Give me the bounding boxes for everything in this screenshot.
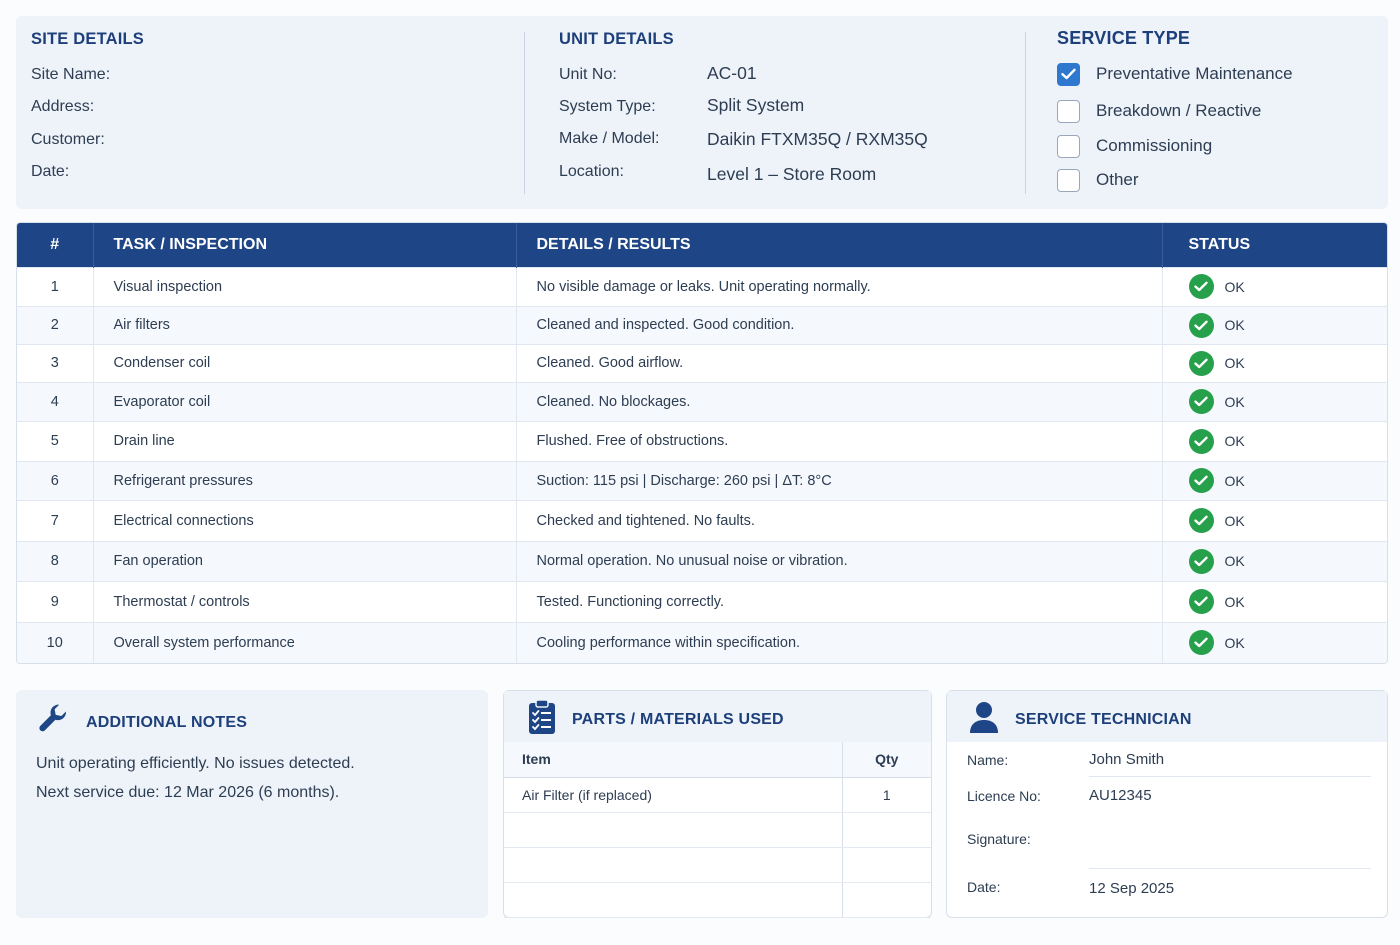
checkbox-empty-icon[interactable] [1057,135,1080,158]
address-label: Address: [31,98,95,115]
location-value: Level 1 – Store Room [707,164,877,184]
part-item[interactable]: Air Filter (if replaced) [504,777,842,812]
service-type-section [1057,16,1377,209]
service-option-label: Commissioning [1096,136,1213,155]
parts-row [504,882,931,917]
task-status [1162,541,1388,581]
location-label: Location: [559,163,624,180]
task-status [1162,622,1388,663]
name-underline [1089,776,1371,777]
part-qty[interactable] [842,812,931,847]
check-circle-icon [1189,274,1214,299]
checkbox-checked-icon[interactable] [1057,63,1080,86]
check-circle-icon [1189,389,1214,414]
status-label: OK [1224,634,1245,651]
parts-row [504,847,931,882]
part-item[interactable] [504,847,842,882]
divider [524,32,525,194]
table-row [17,581,1388,622]
task-number: 10 [17,622,93,663]
service-option-breakdown[interactable] [1057,98,1261,124]
task-status [1162,581,1388,622]
part-qty[interactable]: 1 [842,777,931,812]
table-header-row [17,223,1388,267]
task-details: Cleaned and inspected. Good condition. [516,306,1162,344]
task-status [1162,382,1388,421]
person-icon [969,701,999,738]
parts-column-item: Item [504,742,842,777]
service-technician-panel [946,690,1388,918]
signature-label: Signature: [967,831,1031,847]
technician-name-value[interactable]: John Smith [1089,751,1165,768]
status-label: OK [1224,512,1245,529]
wrench-icon [36,703,70,742]
part-item[interactable] [504,812,842,847]
task-name: Condenser coil [93,344,516,382]
technician-header [969,701,1192,738]
technician-title: SERVICE TECHNICIAN [1015,710,1192,728]
task-name: Evaporator coil [93,382,516,421]
system-type-label: System Type: [559,98,656,115]
service-option-label: Preventative Maintenance [1096,64,1293,83]
table-row [17,306,1388,344]
notes-title: ADDITIONAL NOTES [86,713,248,731]
additional-notes-panel [16,690,488,918]
parts-title: PARTS / MATERIALS USED [572,710,784,728]
unit-no-value: AC-01 [707,63,757,83]
check-circle-icon [1189,468,1214,493]
date-label: Date: [967,879,1001,895]
task-table [17,223,1388,663]
parts-column-qty: Qty [842,742,931,777]
parts-table [504,742,931,918]
column-header-details: DETAILS / RESULTS [516,223,1162,267]
licence-value[interactable]: AU12345 [1089,787,1152,804]
notes-line: Unit operating efficiently. No issues detected. [36,755,355,772]
table-row [17,622,1388,663]
task-details: Cooling performance within specification. [516,622,1162,663]
column-header-number: # [17,223,93,267]
task-details: Tested. Functioning correctly. [516,581,1162,622]
unit-details-section [559,16,1009,209]
details-panel [16,16,1388,209]
technician-date-value[interactable]: 12 Sep 2025 [1089,880,1175,897]
task-details: Suction: 115 psi | Discharge: 260 psi | ΔT: 8°C [516,461,1162,500]
status-label: OK [1224,393,1245,410]
clipboard-checklist-icon [528,699,556,740]
column-header-status: STATUS [1162,223,1388,267]
parts-header-row [504,742,931,777]
status-label: OK [1224,553,1245,569]
check-circle-icon [1189,589,1214,614]
service-option-label: Breakdown / Reactive [1096,101,1262,120]
part-item[interactable] [504,882,842,917]
parts-row [504,812,931,847]
task-name: Air filters [93,306,516,344]
task-details: Cleaned. Good airflow. [516,344,1162,382]
task-number: 6 [17,461,93,500]
system-type-value: Split System [707,95,805,115]
check-circle-icon [1189,429,1214,454]
signature-line [1089,868,1371,869]
task-number: 1 [17,267,93,306]
parts-materials-panel [503,690,932,918]
make-model-label: Make / Model: [559,130,660,147]
task-name: Fan operation [93,541,516,581]
task-details: Flushed. Free of obstructions. [516,421,1162,461]
unit-no-label: Unit No: [559,66,617,83]
check-circle-icon [1189,549,1214,574]
table-row [17,344,1388,382]
task-name: Refrigerant pressures [93,461,516,500]
column-header-task: TASK / INSPECTION [93,223,516,267]
service-type-title: SERVICE TYPE [1057,28,1191,48]
status-label: OK [1224,433,1245,449]
notes-header [36,703,247,742]
task-name: Visual inspection [93,267,516,306]
table-row [17,382,1388,421]
service-option-commissioning[interactable] [1057,133,1212,159]
part-qty[interactable] [842,847,931,882]
make-model-value: Daikin FTXM35Q / RXM35Q [707,129,928,149]
site-name-label: Site Name: [31,66,111,83]
status-label: OK [1224,472,1245,489]
customer-label: Customer: [31,131,105,148]
parts-header [528,699,784,740]
task-number: 3 [17,344,93,382]
table-row [17,267,1388,306]
task-details: No visible damage or leaks. Unit operating normally. [516,267,1162,306]
table-row [17,500,1388,541]
task-number: 9 [17,581,93,622]
task-name: Overall system performance [93,622,516,663]
status-label: OK [1224,355,1245,371]
task-status [1162,344,1388,382]
checkbox-empty-icon[interactable] [1057,169,1080,192]
service-option-other[interactable] [1057,167,1139,193]
task-name: Drain line [93,421,516,461]
task-name: Thermostat / controls [93,581,516,622]
service-option-preventative[interactable] [1057,61,1293,87]
licence-label: Licence No: [967,788,1041,804]
task-table-container [16,222,1388,664]
site-details-section [31,16,521,209]
task-status [1162,500,1388,541]
task-number: 8 [17,541,93,581]
notes-line: Next service due: 12 Mar 2026 (6 months). [36,784,340,801]
task-status [1162,421,1388,461]
divider [1025,32,1026,194]
unit-details-title: UNIT DETAILS [559,30,674,48]
status-label: OK [1224,317,1245,333]
table-row [17,461,1388,500]
checkbox-empty-icon[interactable] [1057,100,1080,123]
table-row [17,541,1388,581]
task-number: 7 [17,500,93,541]
task-details: Normal operation. No unusual noise or vibration. [516,541,1162,581]
task-number: 4 [17,382,93,421]
task-details: Checked and tightened. No faults. [516,500,1162,541]
task-status [1162,306,1388,344]
table-row [17,421,1388,461]
task-details: Cleaned. No blockages. [516,382,1162,421]
task-number: 2 [17,306,93,344]
check-circle-icon [1189,351,1214,376]
task-name: Electrical connections [93,500,516,541]
service-option-label: Other [1096,170,1139,189]
check-circle-icon [1189,313,1214,338]
technician-name-label: Name: [967,752,1009,768]
task-number: 5 [17,421,93,461]
site-details-title: SITE DETAILS [31,30,145,48]
parts-row [504,777,931,812]
check-circle-icon [1189,630,1214,655]
part-qty[interactable] [842,882,931,917]
date-label: Date: [31,163,70,180]
check-circle-icon [1189,508,1214,533]
task-status [1162,267,1388,306]
task-status [1162,461,1388,500]
status-label: OK [1224,278,1245,295]
status-label: OK [1224,593,1245,610]
